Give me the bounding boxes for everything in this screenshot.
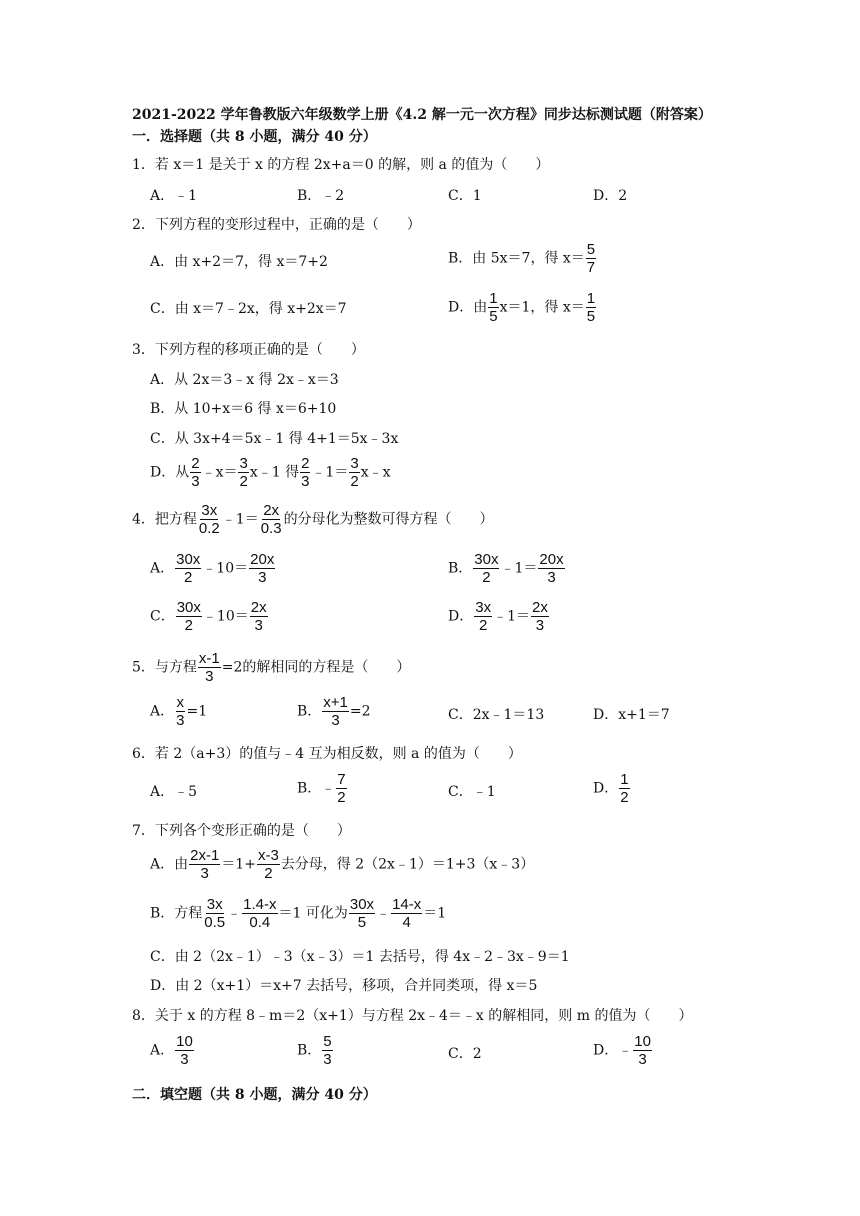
q3-d-text: ﹣x＝ bbox=[201, 464, 238, 481]
q3-d-text: ﹣1＝ bbox=[311, 464, 349, 481]
denominator: 3 bbox=[176, 712, 185, 729]
q7-option-c: C．由 2（2x﹣1）﹣3（x﹣3）＝1 去括号，得 4x﹣2﹣3x﹣9＝1 bbox=[150, 949, 570, 965]
denominator: 2 bbox=[239, 473, 248, 490]
option-label: B． bbox=[297, 703, 322, 720]
fraction bbox=[238, 455, 248, 490]
q4-b-text: ﹣1＝ bbox=[500, 560, 538, 577]
denominator: 7 bbox=[586, 259, 596, 276]
numerator: 2x-1 bbox=[190, 847, 220, 864]
fraction bbox=[322, 1033, 332, 1068]
denominator: 5 bbox=[586, 308, 596, 325]
fraction bbox=[257, 847, 280, 882]
fraction bbox=[203, 896, 226, 931]
q3-option-b: B．从 10+x＝6 得 x＝6+10 bbox=[150, 401, 337, 417]
denominator: 5 bbox=[489, 308, 498, 325]
q2-option-c: C．由 x＝7﹣2x，得 x+2x＝7 bbox=[150, 301, 347, 317]
q2-option-b bbox=[448, 241, 597, 276]
option-label: B． bbox=[297, 780, 322, 797]
q2-d-text: D．由 bbox=[448, 299, 488, 316]
numerator: 2 bbox=[191, 455, 200, 472]
fraction bbox=[175, 551, 201, 586]
q7-b-text: ＝1 可化为 bbox=[278, 905, 348, 922]
q2-option-a: A．由 x+2＝7，得 x＝7+2 bbox=[150, 254, 328, 270]
denominator: 2 bbox=[478, 617, 488, 634]
option-label: D． bbox=[593, 780, 619, 797]
denominator: 0.2 bbox=[198, 520, 220, 537]
fraction bbox=[619, 771, 629, 806]
document-title: 2021-2022 学年鲁教版六年级数学上册《4.2 解一元一次方程》同步达标测试题（附答案） bbox=[132, 107, 712, 123]
fraction bbox=[250, 599, 268, 634]
q4-option-b bbox=[448, 551, 566, 586]
q4-text: 的分母化为整数可得方程（ ） bbox=[283, 511, 494, 528]
q5-option-d: D．x+1＝7 bbox=[593, 707, 670, 723]
numerator: 1.4-x bbox=[243, 896, 277, 913]
q7-b-text: ﹣ bbox=[376, 905, 391, 922]
numerator: 3 bbox=[239, 455, 248, 472]
numerator: 2x bbox=[263, 502, 280, 519]
numerator: 3x bbox=[201, 502, 218, 519]
denominator: 0.5 bbox=[204, 914, 226, 931]
q2-option-d bbox=[448, 290, 597, 325]
denominator: 5 bbox=[357, 914, 367, 931]
fraction bbox=[336, 771, 346, 806]
q7-option-d: D．由 2（x+1）＝x+7 去括号，移项，合并同类项，得 x＝5 bbox=[150, 978, 538, 994]
denominator: 2 bbox=[482, 569, 491, 586]
option-label: B． bbox=[448, 560, 473, 577]
denominator: 2 bbox=[184, 569, 193, 586]
numerator: 10 bbox=[634, 1033, 651, 1050]
question-5 bbox=[132, 650, 410, 685]
q8-option-b bbox=[297, 1033, 334, 1068]
fraction bbox=[349, 455, 359, 490]
numerator: 5 bbox=[586, 241, 596, 258]
q4-c-text: ﹣10＝ bbox=[202, 608, 249, 625]
q8-option-a bbox=[150, 1033, 195, 1068]
q6-option-d bbox=[593, 771, 631, 806]
denominator: 2 bbox=[620, 789, 629, 806]
q4-text: ﹣1＝ bbox=[221, 511, 259, 528]
minus-sign: ﹣ bbox=[321, 780, 336, 797]
numerator: 1 bbox=[489, 290, 498, 307]
fraction bbox=[586, 241, 596, 276]
question-3: 3．下列方程的移项正确的是（ ） bbox=[132, 342, 365, 358]
denominator: 2 bbox=[350, 473, 359, 490]
q7-option-a bbox=[150, 847, 534, 882]
question-6: 6．若 2（a+3）的值与﹣4 互为相反数，则 a 的值为（ ） bbox=[132, 746, 522, 762]
q4-text: 4．把方程 bbox=[132, 511, 197, 528]
q8-option-d bbox=[593, 1033, 653, 1068]
q6-option-b bbox=[297, 771, 348, 806]
q3-d-text: x﹣x bbox=[360, 464, 391, 481]
question-7: 7．下列各个变形正确的是（ ） bbox=[132, 823, 351, 839]
denominator: 3 bbox=[547, 569, 556, 586]
option-label: D．﹣ bbox=[593, 1042, 633, 1059]
q1-option-c: C．1 bbox=[448, 188, 482, 204]
denominator: 2 bbox=[264, 865, 273, 882]
fraction bbox=[190, 455, 200, 490]
q3-option-c: C．从 3x+4＝5x﹣1 得 4+1＝5x﹣3x bbox=[150, 431, 399, 447]
fraction bbox=[488, 290, 498, 325]
q5-b-text: =2 bbox=[349, 703, 371, 720]
fraction bbox=[531, 599, 549, 634]
q1-option-a: A．﹣1 bbox=[150, 188, 198, 204]
q5-text: =2 bbox=[221, 659, 243, 676]
numerator: 30x bbox=[176, 551, 201, 568]
q5-option-b bbox=[297, 694, 371, 729]
fraction bbox=[322, 694, 349, 729]
q4-option-a bbox=[150, 551, 276, 586]
numerator: 3x bbox=[475, 599, 492, 616]
q4-d-text: ﹣1＝ bbox=[493, 608, 530, 625]
option-label: C． bbox=[150, 608, 175, 625]
q5-option-a bbox=[150, 694, 207, 729]
q5-text: 的解相同的方程是（ ） bbox=[242, 659, 411, 676]
numerator: 30x bbox=[176, 599, 201, 616]
numerator: 5 bbox=[323, 1033, 332, 1050]
q3-d-text: D．从 bbox=[150, 464, 190, 481]
question-4 bbox=[132, 502, 494, 537]
numerator: 1 bbox=[620, 771, 629, 788]
numerator: 3 bbox=[350, 455, 359, 472]
numerator: x+1 bbox=[323, 694, 348, 711]
denominator: 3 bbox=[323, 1051, 332, 1068]
numerator: 7 bbox=[337, 771, 346, 788]
denominator: 2 bbox=[337, 789, 346, 806]
denominator: 2 bbox=[184, 617, 193, 634]
denominator: 0.4 bbox=[249, 914, 271, 931]
numerator: 2 bbox=[301, 455, 310, 472]
denominator: 3 bbox=[191, 473, 200, 490]
fraction bbox=[249, 551, 275, 586]
question-1: 1．若 x＝1 是关于 x 的方程 2x+a＝0 的解，则 a 的值为（ ） bbox=[132, 157, 550, 173]
denominator: 3 bbox=[638, 1051, 647, 1068]
fraction bbox=[391, 896, 422, 931]
q6-option-c: C．﹣1 bbox=[448, 784, 496, 800]
q5-a-text: =1 bbox=[186, 703, 208, 720]
option-label: A． bbox=[150, 1042, 175, 1059]
fraction bbox=[242, 896, 277, 931]
numerator: x bbox=[176, 694, 185, 711]
fraction bbox=[586, 290, 596, 325]
q7-b-text: ﹣ bbox=[227, 905, 242, 922]
fraction bbox=[175, 1033, 194, 1068]
option-label: A． bbox=[150, 560, 175, 577]
q3-option-d bbox=[150, 455, 391, 490]
numerator: x-1 bbox=[198, 650, 220, 667]
numerator: 1 bbox=[586, 290, 596, 307]
q1-option-d: D．2 bbox=[593, 188, 628, 204]
numerator: 20x bbox=[539, 551, 564, 568]
fraction bbox=[176, 599, 202, 634]
q4-option-c bbox=[150, 599, 269, 634]
q7-a-text: 去分母，得 2（2x﹣1）＝1+3（x﹣3） bbox=[280, 856, 535, 873]
denominator: 3 bbox=[331, 712, 340, 729]
section-heading-choice: 一．选择题（共 8 小题，满分 40 分） bbox=[132, 129, 377, 145]
q4-option-d bbox=[448, 599, 550, 634]
fraction bbox=[473, 551, 499, 586]
fraction bbox=[349, 896, 375, 931]
option-label: B． bbox=[297, 1042, 322, 1059]
numerator: 10 bbox=[176, 1033, 193, 1050]
q7-a-text: A．由 bbox=[150, 856, 189, 873]
denominator: 3 bbox=[258, 569, 267, 586]
fraction bbox=[260, 502, 283, 537]
q6-option-a: A．﹣5 bbox=[150, 784, 198, 800]
numerator: 2x bbox=[532, 599, 548, 616]
numerator: 2x bbox=[250, 599, 267, 616]
q2-d-text: x＝1，得 x＝ bbox=[499, 299, 585, 316]
numerator: 20x bbox=[250, 551, 275, 568]
option-label: A． bbox=[150, 703, 175, 720]
question-8: 8．关于 x 的方程 8﹣m＝2（x+1）与方程 2x﹣4＝﹣x 的解相同，则 m 的值为（ ） bbox=[132, 1008, 693, 1024]
q7-option-b bbox=[150, 896, 446, 931]
section-heading-fill: 二．填空题（共 8 小题，满分 40 分） bbox=[132, 1087, 377, 1103]
q1-option-b: B．﹣2 bbox=[297, 188, 345, 204]
fraction bbox=[300, 455, 310, 490]
q7-a-text: ＝1+ bbox=[221, 856, 256, 873]
q7-b-text: ＝1 bbox=[423, 905, 447, 922]
numerator: 30x bbox=[349, 896, 375, 913]
denominator: 3 bbox=[254, 617, 263, 634]
numerator: 30x bbox=[474, 551, 499, 568]
numerator: x-3 bbox=[257, 847, 279, 864]
denominator: 3 bbox=[180, 1051, 189, 1068]
q3-d-text: x﹣1 得 bbox=[249, 464, 300, 481]
denominator: 0.3 bbox=[260, 520, 282, 537]
question-2: 2．下列方程的变形过程中，正确的是（ ） bbox=[132, 217, 421, 233]
denominator: 3 bbox=[205, 668, 214, 685]
fraction bbox=[175, 694, 185, 729]
option-label: D． bbox=[448, 608, 474, 625]
denominator: 4 bbox=[402, 914, 411, 931]
fraction bbox=[538, 551, 564, 586]
fraction bbox=[198, 502, 221, 537]
q8-option-c: C．2 bbox=[448, 1046, 482, 1062]
q5-text: 5．与方程 bbox=[132, 659, 197, 676]
q4-a-text: ﹣10＝ bbox=[202, 560, 249, 577]
q3-option-a: A．从 2x＝3﹣x 得 2x﹣x＝3 bbox=[150, 372, 339, 388]
q2-b-text: B．由 5x＝7，得 x＝ bbox=[448, 250, 585, 267]
numerator: 3x bbox=[206, 896, 223, 913]
q5-option-c: C．2x﹣1＝13 bbox=[448, 707, 545, 723]
denominator: 3 bbox=[301, 473, 310, 490]
denominator: 3 bbox=[200, 865, 209, 882]
fraction bbox=[633, 1033, 652, 1068]
fraction bbox=[474, 599, 492, 634]
fraction bbox=[198, 650, 221, 685]
fraction bbox=[189, 847, 220, 882]
denominator: 3 bbox=[535, 617, 545, 634]
numerator: 14-x bbox=[392, 896, 422, 913]
q7-b-text: B．方程 bbox=[150, 905, 203, 922]
